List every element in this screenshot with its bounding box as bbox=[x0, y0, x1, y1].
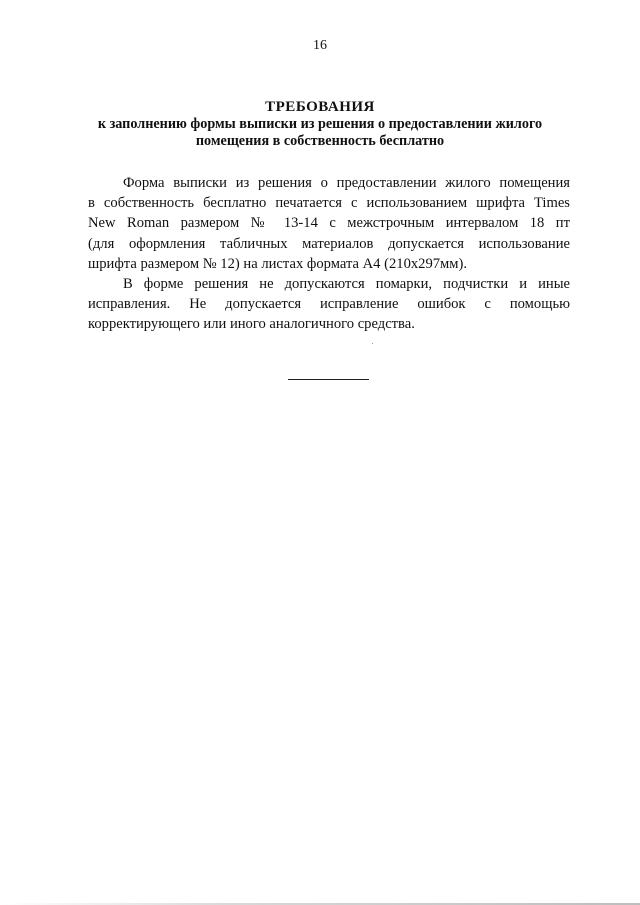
paragraph-line: шрифта размером № 12) на листах формата А4 (210х297мм). bbox=[88, 255, 468, 272]
paragraph-line: Форма выписки из решения о предоставлении жилого помещения bbox=[123, 175, 570, 191]
title-block bbox=[88, 98, 552, 150]
paragraph-line: корректирующего или иного аналогичного средства. bbox=[88, 316, 415, 333]
paragraph-line: В форме решения не допускаются помарки, подчистки и иные bbox=[123, 276, 570, 293]
page-number: 16 bbox=[313, 38, 327, 53]
paragraph-line: исправления. Не допускается исправление ошибок с помощью bbox=[88, 296, 570, 313]
document-subtitle-line-1: к заполнению формы выписки из решения о предоставлении жилого bbox=[97, 116, 543, 132]
document-subtitle-line-2: помещения в собственность бесплатно bbox=[195, 133, 445, 149]
end-divider-line bbox=[288, 379, 369, 380]
document-heading: ТРЕБОВАНИЯ bbox=[265, 99, 375, 115]
paragraph-line: (для оформления табличных материалов допускается использование bbox=[88, 235, 570, 252]
scan-speck bbox=[372, 343, 373, 344]
paragraph-no-corrections bbox=[88, 274, 570, 335]
paragraph-line: New Roman размером № 13-14 с межстрочным интервалом 18 пт bbox=[88, 215, 570, 232]
document-body bbox=[88, 173, 570, 335]
paragraph-line: в собственность бесплатно печатается с использованием шрифта Times bbox=[88, 195, 570, 212]
paragraph-font-requirements bbox=[88, 173, 570, 274]
